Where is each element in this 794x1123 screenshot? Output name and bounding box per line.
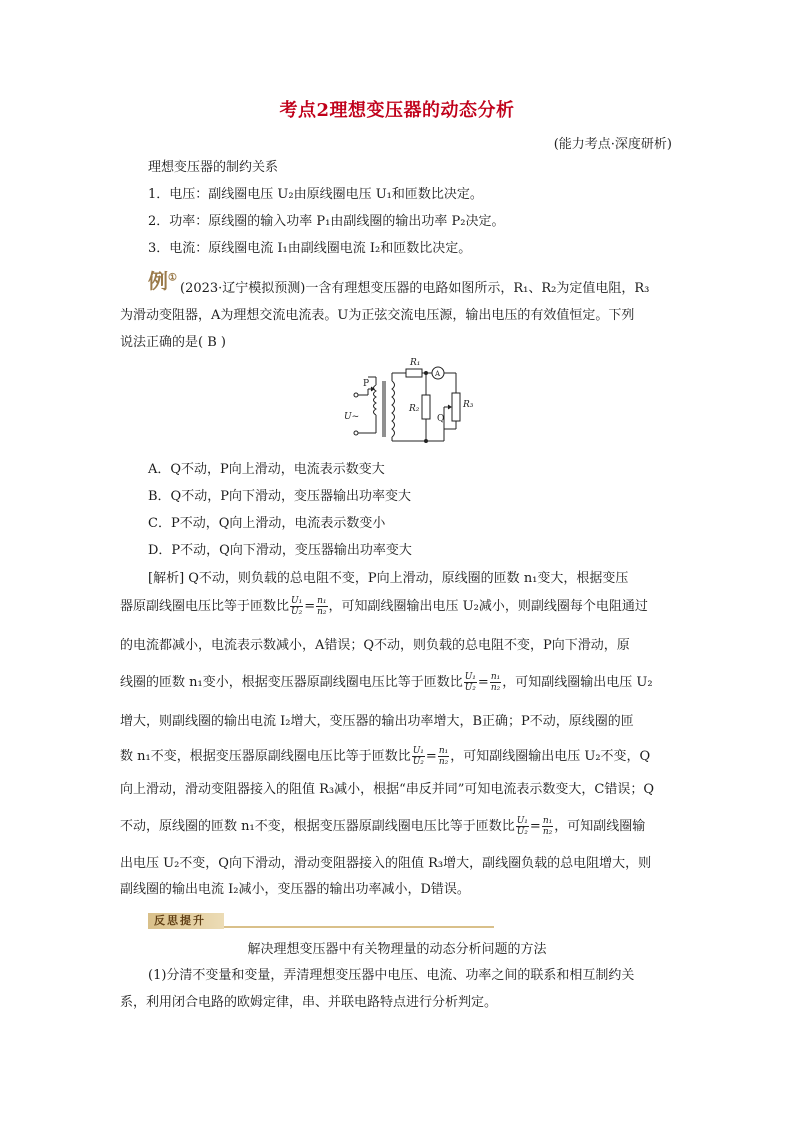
analysis-line-7: 向上滑动，滑动变阻器接入的阻值 R₃减小，根据“串反并同”可知电流表示数变大，C错误；Q bbox=[120, 782, 655, 797]
analysis-line-1: [解析] Q不动，则负载的总电阻不变，P向上滑动，原线圈的匝数 n₁变大，根据变压 bbox=[148, 571, 629, 586]
analysis-line-2 bbox=[120, 596, 648, 617]
voltage-ratio-fraction bbox=[516, 816, 529, 837]
intro-heading: 理想变压器的制约关系 bbox=[148, 160, 279, 175]
section-title: 考点2理想变压器的动态分析 bbox=[279, 100, 515, 121]
frac-num: U₁ bbox=[464, 672, 476, 682]
analysis-line-3: 的电流都减小，电流表示数减小，A错误；Q不动，则负载的总电阻不变，P向下滑动，原 bbox=[120, 638, 630, 653]
reflection-banner bbox=[148, 913, 494, 929]
frac-den: n₂ bbox=[542, 827, 553, 837]
analysis-line-4-b: ，可知副线圈输出电压 U₂ bbox=[502, 675, 653, 690]
source-terminal-bottom bbox=[354, 431, 358, 435]
transformer-circuit-diagram bbox=[342, 355, 472, 455]
analysis-line-6-a: 数 n₁不变，根据变压器原副线圈电压比等于匝数比 bbox=[120, 749, 411, 764]
intro-item-3: 3．电流：原线圈电流 I₁由副线圈电流 I₂和匝数比决定。 bbox=[148, 241, 472, 256]
example-tag-text: 例 bbox=[148, 269, 168, 293]
frac-num: U₁ bbox=[291, 596, 303, 606]
label-r3: R₃ bbox=[463, 400, 474, 410]
frac-equals: = bbox=[529, 819, 541, 834]
frac-equals: = bbox=[477, 675, 489, 690]
analysis-line-2-b: ，可知副线圈输出电压 U₂减小，则副线圈每个电阻通过 bbox=[328, 599, 648, 614]
option-b: B．Q不动，P向下滑动，变压器输出功率变大 bbox=[148, 489, 411, 504]
analysis-line-6-b: ，可知副线圈输出电压 U₂不变，Q bbox=[450, 749, 651, 764]
frac-den: n₂ bbox=[490, 683, 501, 693]
analysis-line-8-a: 不动，原线圈的匝数 n₁不变，根据变压器原副线圈电压比等于匝数比 bbox=[120, 819, 515, 834]
voltage-ratio-fraction bbox=[290, 596, 303, 617]
reflection-heading: 解决理想变压器中有关物理量的动态分析问题的方法 bbox=[247, 942, 547, 957]
turns-ratio-fraction bbox=[490, 672, 501, 693]
frac-num: n₁ bbox=[317, 596, 327, 606]
resistor-r1 bbox=[406, 369, 422, 377]
label-ammeter: A bbox=[435, 370, 441, 378]
analysis-line-8 bbox=[120, 816, 645, 837]
frac-den: n₂ bbox=[438, 757, 449, 767]
analysis-line-5: 增大，则副线圈的输出电流 I₂增大，变压器的输出功率增大，B正确；P不动，原线圈的匝 bbox=[120, 714, 634, 729]
example-tag bbox=[148, 265, 177, 294]
example-stem-line-3: 说法正确的是( B ) bbox=[120, 335, 226, 350]
frac-equals: = bbox=[425, 749, 437, 764]
frac-num: n₁ bbox=[542, 816, 553, 826]
reflection-label: 反思提升 bbox=[148, 913, 224, 929]
frac-num: n₁ bbox=[438, 746, 449, 756]
option-d: D．P不动，Q向下滑动，变压器输出功率变大 bbox=[148, 543, 412, 558]
section-subtitle: (能力考点·深度研析) bbox=[553, 137, 672, 152]
frac-den: U₂ bbox=[291, 607, 303, 617]
intro-item-2: 2．功率：原线圈的输入功率 P₁由副线圈的输出功率 P₂决定。 bbox=[148, 214, 505, 229]
frac-den: U₂ bbox=[516, 827, 528, 837]
reflection-rule bbox=[224, 926, 494, 928]
option-c: C．P不动，Q向上滑动，电流表示数变小 bbox=[148, 516, 386, 531]
example-number: ① bbox=[168, 272, 177, 284]
analysis-line-10: 副线圈的输出电流 I₂减小，变压器的输出功率减小，D错误。 bbox=[120, 882, 470, 897]
frac-num: n₁ bbox=[490, 672, 501, 682]
frac-den: U₂ bbox=[464, 683, 476, 693]
example-stem-line-2: 为滑动变阻器，A为理想交流电流表。U为正弦交流电压源，输出电压的有效值恒定。下列 bbox=[120, 308, 635, 323]
analysis-line-8-b: ，可知副线圈输 bbox=[554, 819, 646, 834]
intro-item-1: 1．电压：副线圈电压 U₂由原线圈电压 U₁和匝数比决定。 bbox=[148, 187, 483, 202]
voltage-ratio-fraction bbox=[412, 746, 425, 767]
frac-den: n₂ bbox=[317, 607, 327, 617]
turns-ratio-fraction bbox=[438, 746, 449, 767]
frac-num: U₁ bbox=[516, 816, 528, 826]
option-a: A．Q不动，P向上滑动，电流表示数变大 bbox=[148, 462, 385, 477]
frac-num: U₁ bbox=[412, 746, 424, 756]
secondary-coil bbox=[392, 381, 395, 437]
analysis-line-6 bbox=[120, 746, 650, 767]
frac-equals: = bbox=[304, 599, 316, 614]
analysis-line-9: 出电压 U₂不变，Q向下滑动，滑动变阻器接入的阻值 R₃增大，副线圈负载的总电阻增大，则 bbox=[120, 856, 652, 871]
reflection-paragraph-1: (1)分清不变量和变量，弄清理想变压器中电压、电流、功率之间的联系和相互制约关 bbox=[148, 968, 635, 983]
label-r1: R₁ bbox=[410, 358, 421, 368]
label-q: Q bbox=[437, 414, 445, 424]
resistor-r3 bbox=[452, 393, 460, 421]
voltage-ratio-fraction bbox=[464, 672, 477, 693]
turns-ratio-fraction bbox=[542, 816, 553, 837]
analysis-line-4 bbox=[120, 672, 653, 693]
label-p: P bbox=[363, 379, 370, 389]
reflection-paragraph-2: 系，利用闭合电路的欧姆定律，串、并联电路特点进行分析判定。 bbox=[120, 995, 498, 1010]
turns-ratio-fraction bbox=[316, 596, 327, 617]
frac-den: U₂ bbox=[412, 757, 424, 767]
label-u: U~ bbox=[344, 412, 360, 422]
resistor-r2 bbox=[422, 395, 430, 419]
label-r2: R₂ bbox=[409, 404, 420, 414]
analysis-line-4-a: 线圈的匝数 n₁变小，根据变压器原副线圈电压比等于匝数比 bbox=[120, 675, 463, 690]
example-stem-line-1: (2023·辽宁模拟预测)一含有理想变压器的电路如图所示，R₁、R₂为定值电阻，R₃ bbox=[180, 281, 650, 296]
source-terminal-top bbox=[354, 393, 358, 397]
analysis-line-2-a: 器原副线圈电压比等于匝数比 bbox=[120, 599, 290, 614]
